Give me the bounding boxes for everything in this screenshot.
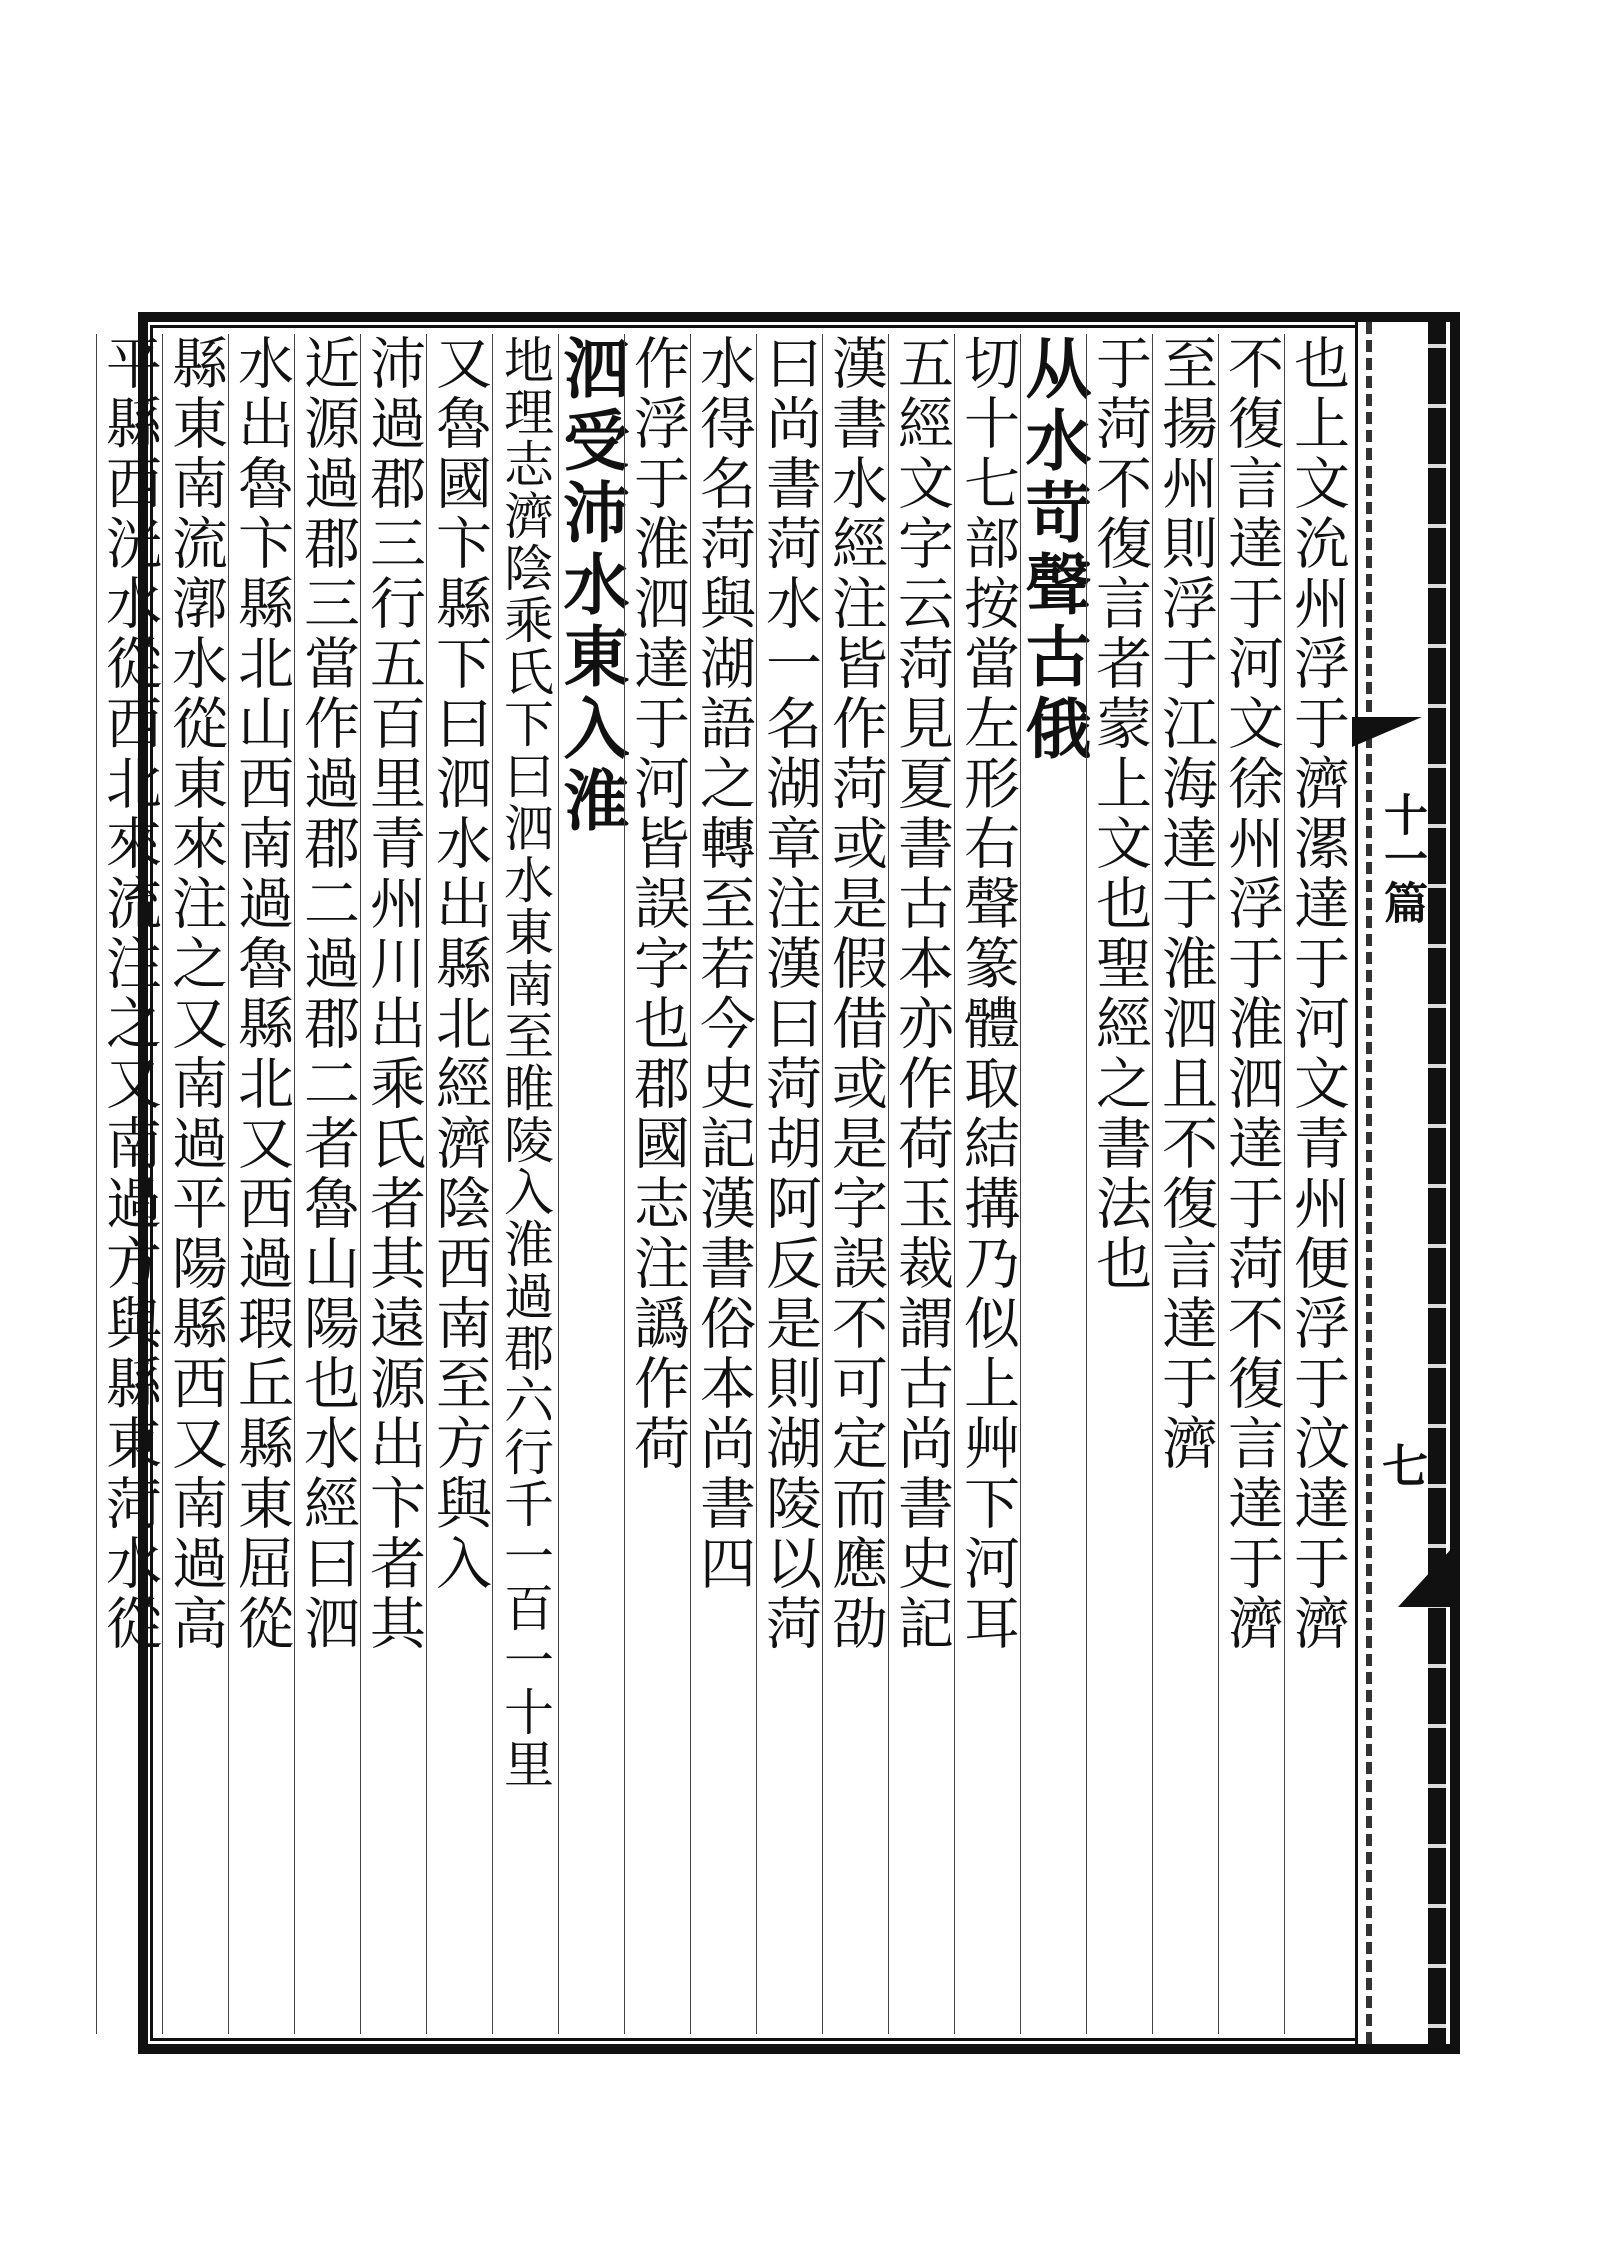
text-column: 水得名菏與湖語之轉至若今史記漢書俗本尚書四 — [690, 334, 756, 2034]
headword-column: 从水苛聲古俄 — [1020, 334, 1086, 2034]
text-column: 作浮于淮泗達于河皆誤字也郡國志注譌作荷 — [624, 334, 690, 2034]
text-column: 沛過郡三行五百里青州川出乘氏者其遠源出卞者其 — [360, 334, 426, 2034]
band-edge-strip — [1366, 322, 1372, 2044]
text-column: 平縣西洸水從西北來流注之又南過方與縣東菏水從 — [96, 334, 162, 2034]
text-area — [97, 334, 1350, 2034]
headword-column: 泗受沛水東入淮 — [558, 334, 624, 2034]
center-band — [1355, 322, 1450, 2044]
text-column: 漢書水經注皆作菏或是假借或是字誤不可定而應劭 — [822, 334, 888, 2034]
text-column: 水出魯卞縣北山西南過魯縣北又西過瑕丘縣東屈從 — [228, 334, 294, 2034]
text-column: 縣東南流漷水從東來注之又南過平陽縣西又南過高 — [162, 334, 228, 2034]
fish-tail-top-icon — [1352, 717, 1422, 747]
band-edge-strip-right — [1428, 322, 1446, 2044]
text-column: 五經文字云菏見夏書古本亦作荷玉裁謂古尚書史記 — [888, 334, 954, 2034]
text-column: 又魯國卞縣下曰泗水出縣北經濟陰西南至方與入 — [426, 334, 492, 2034]
text-column: 切十七部按當左形右聲篆體取結搆乃似上艸下河耳 — [954, 334, 1020, 2034]
text-column: 曰尚書菏水一名湖章注漢曰菏胡阿反是則湖陵以菏 — [756, 334, 822, 2034]
band-page-number: 七 — [1375, 1442, 1429, 1488]
text-column: 也上文沇州浮于濟漯達于河文青州便浮于汶達于濟 — [1284, 334, 1350, 2034]
text-column: 近源過郡三當作過郡二過郡二者魯山陽也水經曰泗 — [294, 334, 360, 2034]
text-column: 地理志濟陰乘氏下曰泗水東南至睢陵入淮過郡六行千一百一十里 — [492, 334, 558, 2034]
text-column: 至揚州則浮于江海達于淮泗且不復言達于濟 — [1152, 334, 1218, 2034]
fish-tail-bottom-icon — [1398, 1547, 1453, 1607]
text-column: 不復言達于河文徐州浮于淮泗達于菏不復言達于濟 — [1218, 334, 1284, 2034]
text-column: 于菏不復言者蒙上文也聖經之書法也 — [1086, 334, 1152, 2034]
band-title: 十一篇 — [1376, 792, 1427, 924]
